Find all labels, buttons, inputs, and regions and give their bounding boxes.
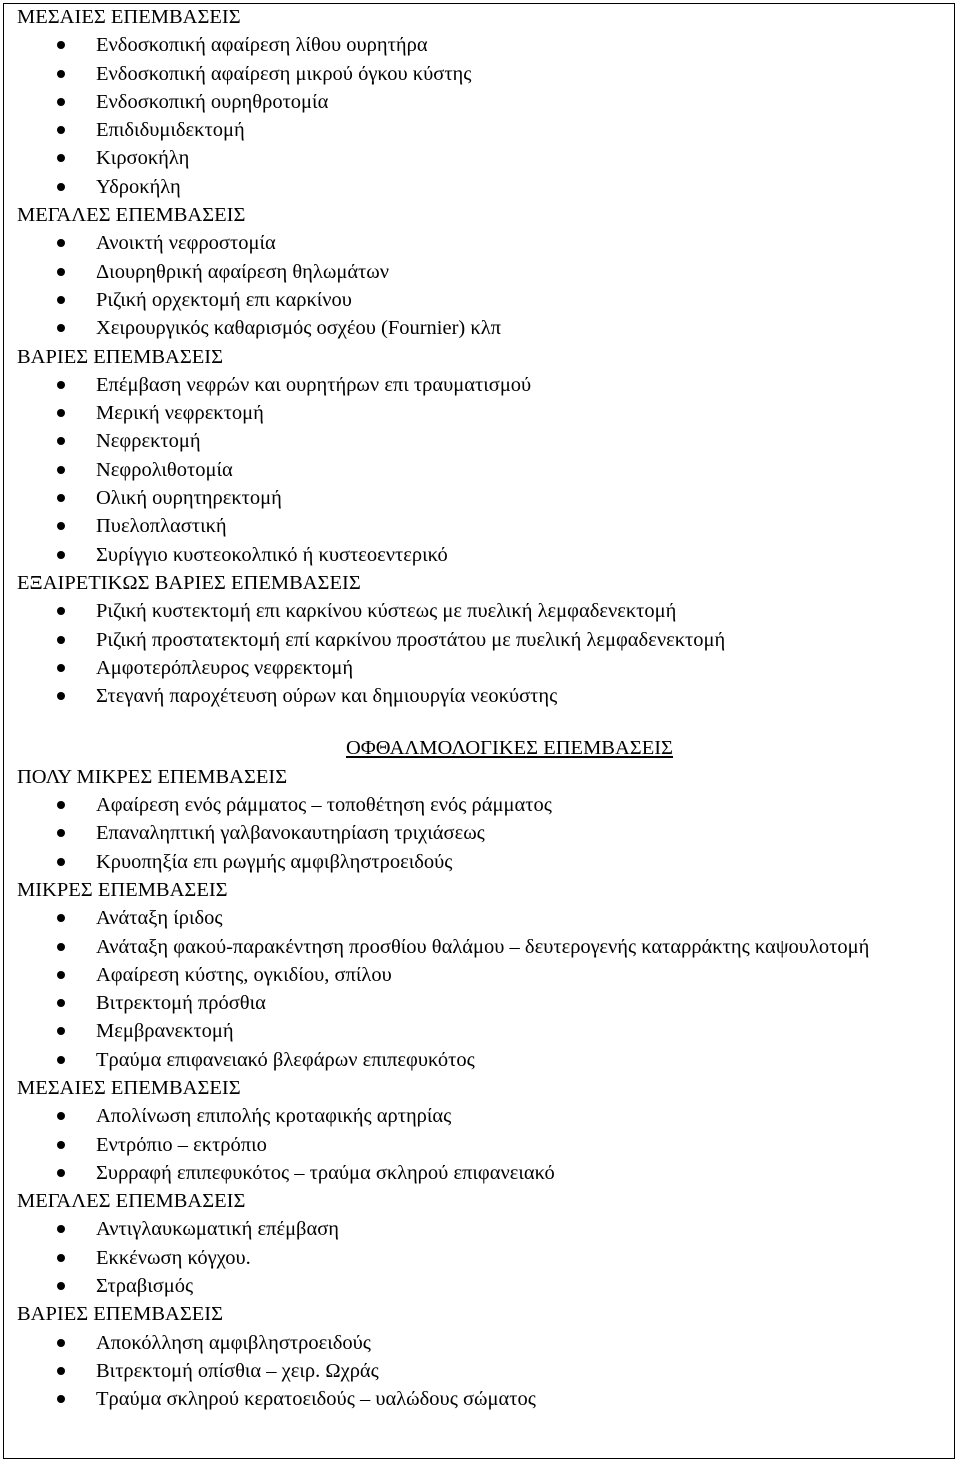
bullet-icon [57, 268, 65, 276]
list-item-label: Ανάταξη ίριδος [96, 907, 223, 930]
bullet-icon [57, 943, 65, 951]
bullet-icon [57, 551, 65, 559]
section-spacer [17, 710, 952, 734]
list-item-label: Στραβισμός [96, 1275, 194, 1298]
list-item [17, 173, 952, 201]
bullet-icon [57, 1282, 65, 1290]
list-item [17, 1215, 952, 1243]
list-item-label: Ενδοσκοπική αφαίρεση λίθου ουρητήρα [96, 34, 428, 57]
list-item [17, 88, 952, 116]
list-item [17, 1244, 952, 1272]
bullet-icon [57, 1225, 65, 1233]
bullet-icon [57, 466, 65, 474]
list-item-label: Κιρσοκήλη [96, 147, 190, 170]
bullet-icon [57, 494, 65, 502]
list-item-label: Επέμβαση νεφρών και ουρητήρων επι τραυματισμού [96, 373, 532, 396]
bullet-icon [57, 829, 65, 837]
bullet-icon [57, 98, 65, 106]
list-item [17, 1131, 952, 1159]
list-item [17, 512, 952, 540]
bullet-icon [57, 296, 65, 304]
list-item-label: Ριζική προστατεκτομή επί καρκίνου προστάτου με πυελική λεμφαδενεκτομή [96, 628, 726, 651]
bullet-icon [57, 183, 65, 191]
list-item [17, 1102, 952, 1130]
list-item [17, 682, 952, 710]
bullet-icon [57, 1112, 65, 1120]
list-item-label: Βιτρεκτομή πρόσθια [96, 992, 266, 1015]
category-heading: ΠΟΛΥ ΜΙΚΡΕΣ ΕΠΕΜΒΑΣΕΙΣ [17, 765, 288, 788]
list-item-label: Συρραφή επιπεφυκότος – τραύμα σκληρού επιφανειακό [96, 1161, 555, 1184]
list-item-label: Ενδοσκοπική ουρηθροτομία [96, 90, 329, 113]
list-item-label: Ενδοσκοπική αφαίρεση μικρού όγκου κύστης [96, 62, 472, 85]
list-item-label: Ριζική κυστεκτομή επι καρκίνου κύστεως με πυελική λεμφαδενεκτομή [96, 600, 677, 623]
category-heading: ΜΙΚΡΕΣ ΕΠΕΜΒΑΣΕΙΣ [17, 878, 228, 901]
category-heading: ΒΑΡΙΕΣ ΕΠΕΜΒΑΣΕΙΣ [17, 1303, 224, 1326]
list-item [17, 144, 952, 172]
list-item-label: Υδροκήλη [96, 175, 181, 198]
list-item [17, 819, 952, 847]
list-item [17, 399, 952, 427]
list-item-label: Εκκένωση κόγχου. [96, 1246, 251, 1269]
list-item-label: Αντιγλαυκωματική επέμβαση [96, 1218, 339, 1241]
list-item-label: Ανάταξη φακού-παρακέντηση προσθίου θαλάμου – δευτερογενής καταρράκτης καψουλοτομή [96, 935, 870, 958]
bullet-icon [57, 239, 65, 247]
bullet-icon [57, 607, 65, 615]
list-item-label: Νεφρολιθοτομία [96, 458, 233, 481]
list-item-label: Ολική ουρητηρεκτομή [96, 487, 282, 510]
list-item [17, 1272, 952, 1300]
list-item [17, 1329, 952, 1357]
list-item [17, 961, 952, 989]
bullet-icon [57, 971, 65, 979]
list-item [17, 541, 952, 569]
list-item [17, 791, 952, 819]
bullet-icon [57, 1395, 65, 1403]
section-title: ΟΦΘΑΛΜΟΛΟΓΙΚΕΣ ΕΠΕΜΒΑΣΕΙΣ [346, 737, 673, 760]
category-heading: ΜΕΣΑΙΕΣ ΕΠΕΜΒΑΣΕΙΣ [17, 6, 241, 28]
bullet-icon [57, 1339, 65, 1347]
list-item [17, 933, 952, 961]
list-item-label: Μερική νεφρεκτομή [96, 402, 264, 425]
list-item-label: Χειρουργικός καθαρισμός οσχέου (Fournier) κλπ [96, 317, 501, 340]
list-item [17, 427, 952, 455]
bullet-icon [57, 801, 65, 809]
list-item-label: Αμφοτερόπλευρος νεφρεκτομή [96, 656, 354, 679]
list-item-label: Ριζική ορχεκτομή επι καρκίνου [96, 288, 352, 311]
list-item [17, 597, 952, 625]
list-item-label: Τραύμα σκληρού κερατοειδούς – υαλώδους σώματος [96, 1388, 536, 1411]
bullet-icon [57, 381, 65, 389]
list-item [17, 904, 952, 932]
list-item-label: Νεφρεκτομή [96, 430, 201, 453]
bullet-icon [57, 70, 65, 78]
list-item-label: Αποκόλληση αμφιβληστροειδούς [96, 1331, 371, 1354]
category-heading: ΕΞΑΙΡΕΤΙΚΩΣ ΒΑΡΙΕΣ ΕΠΕΜΒΑΣΕΙΣ [17, 571, 361, 594]
list-item-label: Ανοικτή νεφροστομία [96, 232, 276, 255]
list-item-label: Μεμβρανεκτομή [96, 1020, 234, 1043]
list-item [17, 286, 952, 314]
list-item [17, 484, 952, 512]
list-item [17, 31, 952, 59]
list-item-label: Αφαίρεση κύστης, ογκιδίου, σπίλου [96, 963, 392, 986]
list-item [17, 116, 952, 144]
list-item-label: Απολίνωση επιπολής κροταφικής αρτηρίας [96, 1105, 452, 1128]
category-heading: ΜΕΣΑΙΕΣ ΕΠΕΜΒΑΣΕΙΣ [17, 1076, 241, 1099]
bullet-icon [57, 1254, 65, 1262]
bullet-icon [57, 522, 65, 530]
list-item-label: Συρίγγιο κυστεοκολπικό ή κυστεοεντερικό [96, 543, 448, 566]
category-heading: ΜΕΓΑΛΕΣ ΕΠΕΜΒΑΣΕΙΣ [17, 204, 246, 227]
list-item [17, 848, 952, 876]
bullet-icon [57, 858, 65, 866]
list-item [17, 989, 952, 1017]
list-item [17, 314, 952, 342]
list-item-label: Τραύμα επιφανειακό βλεφάρων επιπεφυκότος [96, 1048, 475, 1071]
list-item [17, 229, 952, 257]
bullet-icon [57, 1367, 65, 1375]
list-item [17, 654, 952, 682]
list-item-label: Βιτρεκτομή οπίσθια – χειρ. Ωχράς [96, 1359, 379, 1382]
bullet-icon [57, 636, 65, 644]
list-item-label: Διουρηθρική αφαίρεση θηλωμάτων [96, 260, 390, 283]
bullet-icon [57, 999, 65, 1007]
list-item-label: Εντρόπιο – εκτρόπιο [96, 1133, 267, 1156]
procedure-list [17, 3, 952, 1414]
list-item [17, 1159, 952, 1187]
bullet-icon [57, 324, 65, 332]
bullet-icon [57, 692, 65, 700]
list-item [17, 371, 952, 399]
list-item-label: Στεγανή παροχέτευση ούρων και δημιουργία νεοκύστης [96, 685, 558, 708]
list-item [17, 60, 952, 88]
bullet-icon [57, 1027, 65, 1035]
bullet-icon [57, 154, 65, 162]
list-item [17, 1017, 952, 1045]
bullet-icon [57, 1056, 65, 1064]
category-heading: ΜΕΓΑΛΕΣ ΕΠΕΜΒΑΣΕΙΣ [17, 1190, 246, 1213]
bullet-icon [57, 437, 65, 445]
list-item-label: Κρυοπηξία επι ρωγμής αμφιβληστροειδούς [96, 850, 453, 873]
list-item [17, 1357, 952, 1385]
bullet-icon [57, 41, 65, 49]
list-item-label: Επαναληπτική γαλβανοκαυτηρίαση τριχιάσεως [96, 822, 485, 845]
list-item [17, 456, 952, 484]
bullet-icon [57, 1141, 65, 1149]
bullet-icon [57, 1169, 65, 1177]
list-item [17, 258, 952, 286]
list-item-label: Πυελοπλαστική [96, 515, 227, 538]
list-item-label: Αφαίρεση ενός ράμματος – τοποθέτηση ενός ράμματος [96, 794, 552, 817]
list-item-label: Επιδιδυμιδεκτομή [96, 119, 245, 142]
bullet-icon [57, 664, 65, 672]
list-item [17, 1385, 952, 1413]
category-heading: ΒΑΡΙΕΣ ΕΠΕΜΒΑΣΕΙΣ [17, 345, 224, 368]
list-item [17, 1046, 952, 1074]
list-item [17, 626, 952, 654]
bullet-icon [57, 409, 65, 417]
bullet-icon [57, 126, 65, 134]
bullet-icon [57, 914, 65, 922]
